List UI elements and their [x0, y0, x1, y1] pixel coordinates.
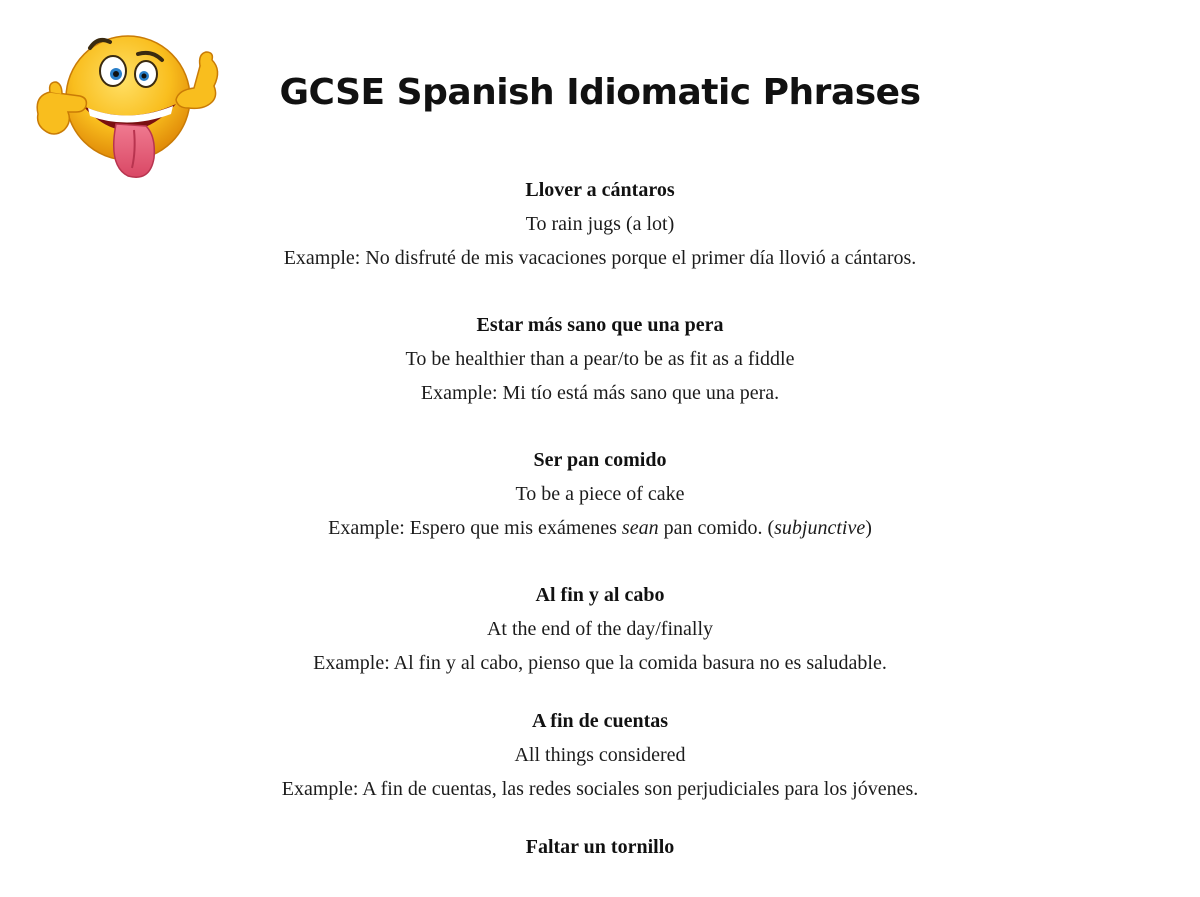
phrase-meaning: To be healthier than a pear/to be as fit as a fiddle — [405, 348, 795, 370]
phrase-meaning: All things considered — [514, 744, 686, 766]
phrase-item — [0, 830, 1200, 864]
phrase-item — [0, 704, 1200, 806]
phrase-term: Estar más sano que una pera — [476, 314, 724, 336]
phrase-item — [0, 578, 1200, 680]
phrase-term: Llover a cántaros — [525, 179, 675, 201]
phrase-example: Example: A fin de cuentas, las redes sociales son perjudiciales para los jóvenes. — [281, 778, 919, 800]
example-text: pan comido. ( — [658, 517, 775, 539]
phrase-meaning: To rain jugs (a lot) — [525, 213, 675, 235]
phrase-item — [0, 173, 1200, 275]
phrase-term: Ser pan comido — [533, 449, 667, 471]
phrase-term: A fin de cuentas — [531, 710, 669, 732]
phrase-meaning: To be a piece of cake — [515, 483, 685, 505]
phrase-example: Example: Mi tío está más sano que una pera. — [420, 382, 780, 404]
page-title: GCSE Spanish Idiomatic Phrases — [279, 72, 921, 113]
phrase-meaning: At the end of the day/finally — [486, 618, 714, 640]
example-text: Example: Espero que mis exámenes — [328, 517, 622, 539]
example-italic-verb: sean — [621, 517, 659, 539]
phrase-term: Faltar un tornillo — [525, 836, 675, 858]
phrase-example: Example: Al fin y al cabo, pienso que la comida basura no es saludable. — [313, 652, 887, 674]
phrase-example: Example: No disfruté de mis vacaciones porque el primer día llovió a cántaros. — [283, 247, 917, 269]
phrase-list — [0, 173, 1200, 897]
example-text: ) — [865, 517, 872, 539]
phrase-item — [0, 308, 1200, 410]
phrase-example — [0, 511, 1200, 545]
example-italic-note: subjunctive — [774, 517, 866, 539]
phrase-item — [0, 443, 1200, 545]
phrase-term: Al fin y al cabo — [535, 584, 665, 606]
